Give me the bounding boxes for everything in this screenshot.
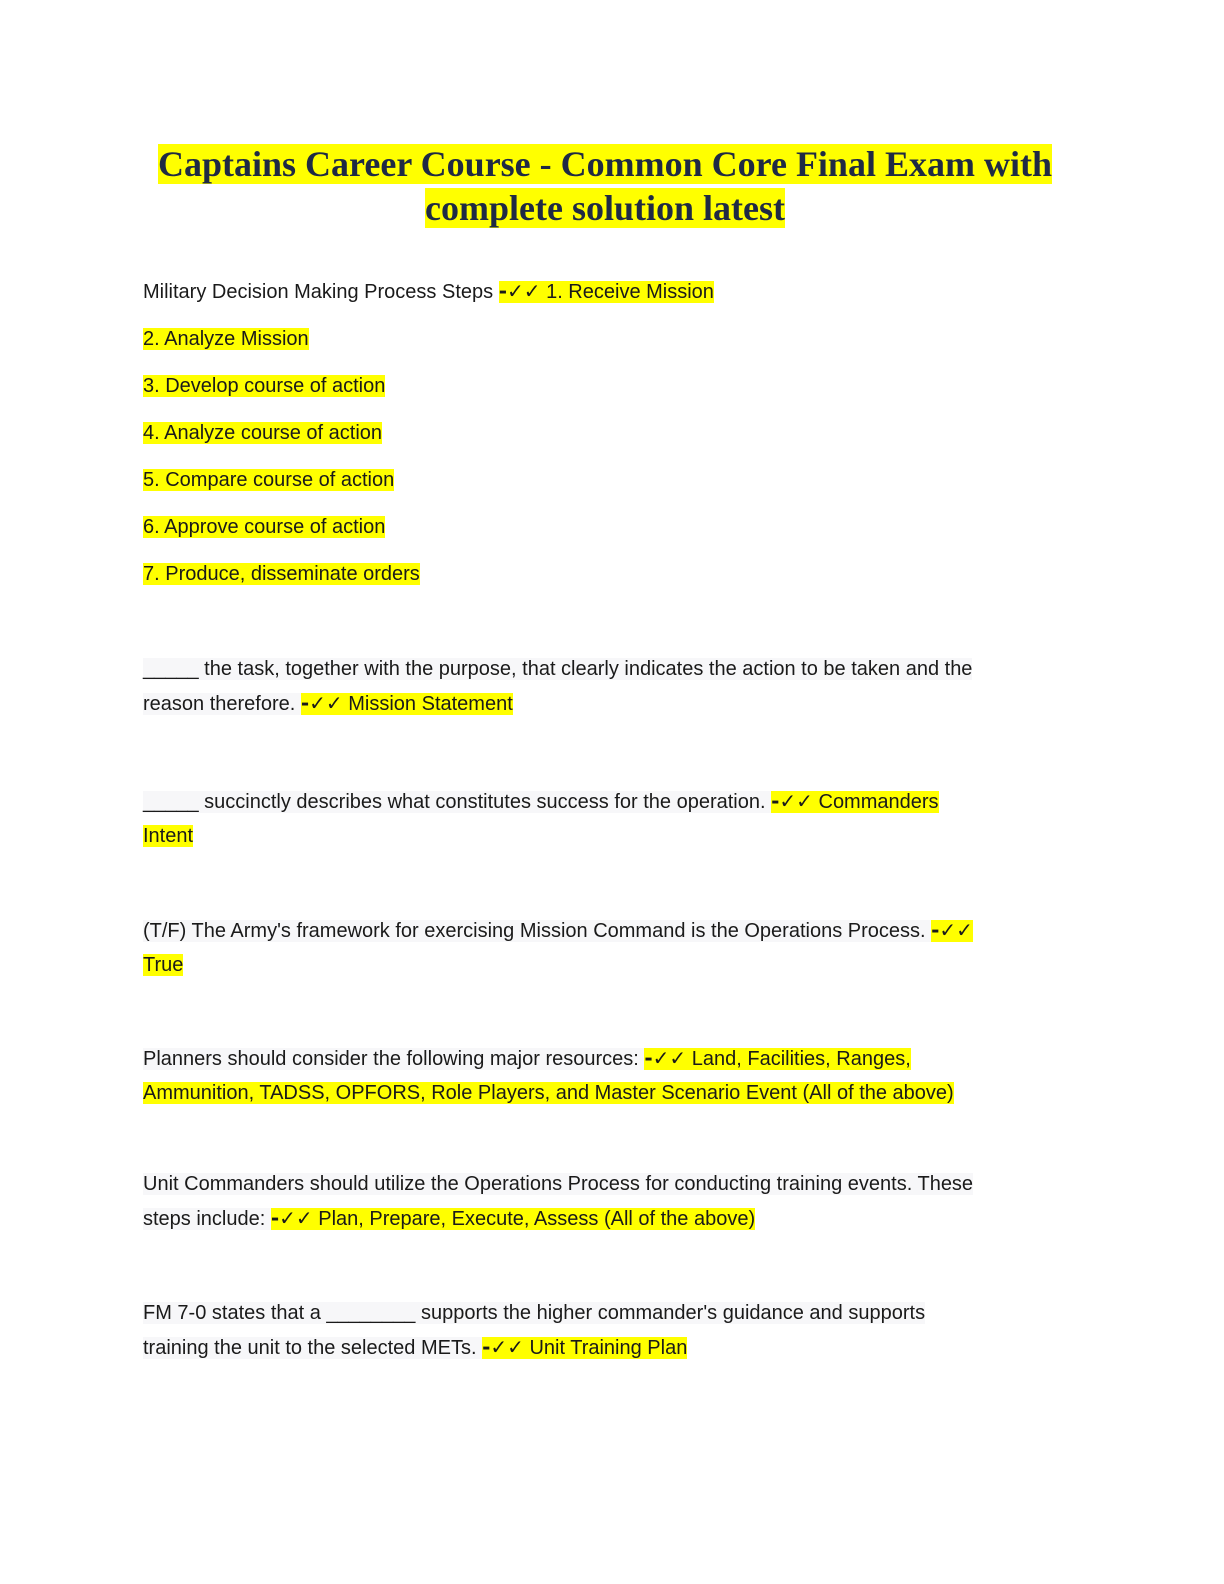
q5-question: Planners should consider the following major resources:	[143, 1048, 645, 1070]
q6-check-icon: -✓✓	[270, 1206, 313, 1230]
q1-step-3: 3. Develop course of action	[143, 375, 386, 397]
q1-step-line	[143, 511, 385, 543]
q2-question-line-1: _____ the task, together with the purpose, that clearly indicates the action to be taken and the	[143, 658, 973, 680]
q1-step-2: 2. Analyze Mission	[143, 328, 309, 350]
q7-question-line-1: FM 7-0 states that a ________ supports the higher commander's guidance and supports	[143, 1302, 926, 1324]
q1-step-7: 7. Produce, disseminate orders	[143, 563, 420, 585]
q1-step-6: 6. Approve course of action	[143, 516, 386, 538]
q1-question: Military Decision Making Process Steps	[143, 281, 499, 303]
q1-step-5: 5. Compare course of action	[143, 469, 395, 491]
q3-question: _____ succinctly describes what constitutes success for the operation.	[143, 791, 772, 813]
q2-answer: Mission Statement	[342, 693, 513, 715]
q3-check-icon: -✓✓	[771, 789, 813, 813]
q3-block	[143, 784, 1073, 853]
q6-question-line-1: Unit Commanders should utilize the Operations Process for conducting training events. These	[143, 1173, 974, 1195]
q7-block	[143, 1296, 1073, 1365]
q1-step-line	[143, 370, 385, 402]
q1-step-line	[143, 417, 382, 449]
q4-check-icon: -✓✓	[931, 918, 973, 942]
q1-step-line	[143, 323, 309, 355]
q2-check-icon: -✓✓	[300, 691, 343, 715]
q4-question: (T/F) The Army's framework for exercising Mission Command is the Operations Process.	[143, 920, 932, 942]
q5-answer-line-1: Land, Facilities, Ranges,	[686, 1048, 911, 1070]
q1-step-line	[143, 558, 420, 590]
q7-check-icon: -✓✓	[482, 1335, 524, 1359]
document-title	[130, 142, 1080, 230]
q1-step-4: 4. Analyze course of action	[143, 422, 383, 444]
q6-question-line-2: steps include:	[143, 1208, 271, 1230]
title-line-1: Captains Career Course - Common Core Final Exam with	[158, 144, 1052, 184]
q6-block	[143, 1167, 1073, 1236]
q1-step-1: 1. Receive Mission	[540, 281, 714, 303]
q3-answer-line-1: Commanders	[812, 791, 939, 813]
q5-check-icon: -✓✓	[644, 1046, 687, 1070]
q1-step-line	[143, 464, 394, 496]
q2-question-line-2: reason therefore.	[143, 693, 301, 715]
q5-block	[143, 1041, 1073, 1110]
title-line-2: complete solution latest	[425, 188, 785, 228]
q7-answer: Unit Training Plan	[523, 1337, 688, 1359]
q4-answer: True	[143, 954, 184, 976]
q1-question-line	[143, 275, 714, 308]
q1-check-icon: -✓✓	[498, 279, 541, 303]
q2-block	[143, 652, 1073, 721]
q4-block	[143, 913, 1073, 982]
q6-answer: Plan, Prepare, Execute, Assess (All of the above)	[312, 1208, 756, 1230]
q5-answer-line-2: Ammunition, TADSS, OPFORS, Role Players, and Master Scenario Event (All of the above)	[143, 1082, 954, 1104]
q7-question-line-2: training the unit to the selected METs.	[143, 1337, 483, 1359]
q3-answer-line-2: Intent	[143, 825, 194, 847]
